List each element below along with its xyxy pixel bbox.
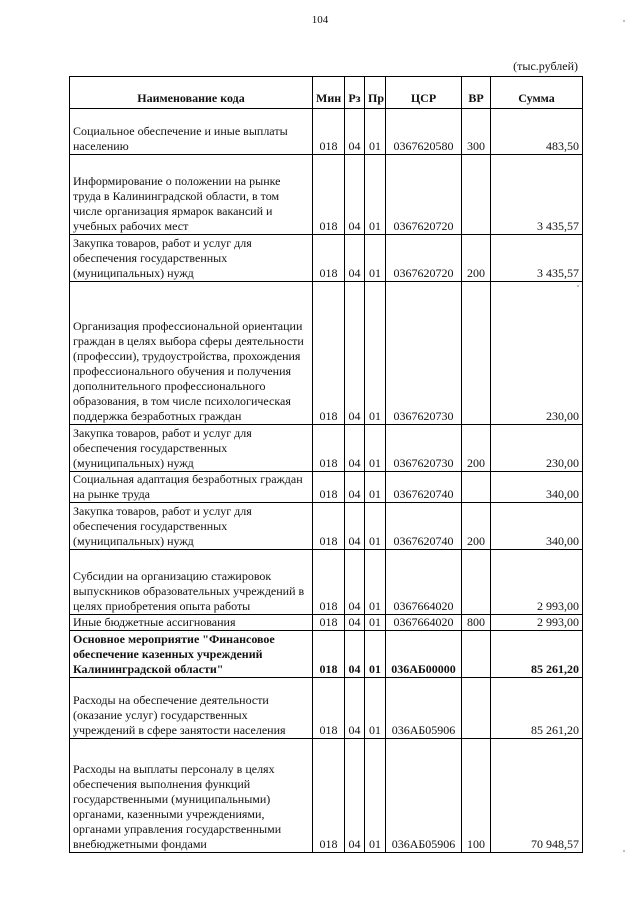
row-name: Расходы на выплаты персоналу в целях обеспечения выполнения функций государственными (муниципальными) органами, казенными учреждениями, органами управления государственными внебюджетными фондами (70, 739, 313, 853)
row-name: Закупка товаров, работ и услуг для обеспечения государственных (муниципальных) нужд (70, 503, 313, 550)
budget-table (69, 76, 583, 853)
table-row (70, 472, 583, 503)
row-section: 04 (345, 109, 365, 155)
row-ministry: 018 (313, 472, 345, 503)
row-name: Основное мероприятие "Финансовое обеспечение казенных учреждений Калининградской области" (70, 631, 313, 678)
row-target: 0367620740 (386, 472, 462, 503)
row-target: 0367620720 (386, 235, 462, 282)
row-name: Иные бюджетные ассигнования (70, 615, 313, 631)
row-subsection: 01 (365, 472, 386, 503)
row-name: Информирование о положении на рынке труда в Калининградской области, в том числе организация ярмарок вакансий и учебных рабочих мест (70, 155, 313, 235)
row-subsection: 01 (365, 550, 386, 615)
row-target: 0367664020 (386, 550, 462, 615)
row-name: Субсидии на организацию стажировок выпускников образовательных учреждений в целях приобретения опыта работы (70, 550, 313, 615)
row-expense-type (462, 550, 491, 615)
table-row (70, 282, 583, 425)
row-section: 04 (345, 631, 365, 678)
row-amount: 340,00 (491, 472, 583, 503)
row-ministry: 018 (313, 155, 345, 235)
scan-speck (623, 20, 625, 22)
row-expense-type (462, 155, 491, 235)
row-amount: 70 948,57 (491, 739, 583, 853)
page-number: 104 (311, 14, 329, 26)
header-section: Рз (345, 77, 365, 109)
row-name: Социальное обеспечение и иные выплаты населению (70, 109, 313, 155)
row-section: 04 (345, 472, 365, 503)
row-name: Закупка товаров, работ и услуг для обеспечения государственных (муниципальных) нужд (70, 425, 313, 472)
row-target: 036АБ00000 (386, 631, 462, 678)
table-row (70, 425, 583, 472)
row-expense-type: 300 (462, 109, 491, 155)
row-expense-type: 800 (462, 615, 491, 631)
row-ministry: 018 (313, 235, 345, 282)
row-section: 04 (345, 282, 365, 425)
row-ministry: 018 (313, 678, 345, 739)
row-amount: 230,00 (491, 282, 583, 425)
row-amount: 2 993,00 (491, 615, 583, 631)
row-target: 036АБ05906 (386, 678, 462, 739)
row-ministry: 018 (313, 503, 345, 550)
row-amount: 2 993,00 (491, 550, 583, 615)
table-row (70, 615, 583, 631)
row-expense-type: 200 (462, 235, 491, 282)
header-ministry: Мин (313, 77, 345, 109)
header-subsection: Пр (365, 77, 386, 109)
table-row (70, 678, 583, 739)
table-row (70, 155, 583, 235)
row-section: 04 (345, 155, 365, 235)
row-ministry: 018 (313, 631, 345, 678)
row-expense-type: 100 (462, 739, 491, 853)
table-row (70, 503, 583, 550)
row-expense-type: 200 (462, 503, 491, 550)
row-expense-type (462, 631, 491, 678)
row-ministry: 018 (313, 615, 345, 631)
row-amount: 3 435,57 (491, 235, 583, 282)
row-amount: 85 261,20 (491, 678, 583, 739)
row-name: Закупка товаров, работ и услуг для обеспечения государственных (муниципальных) нужд (70, 235, 313, 282)
scan-speck (577, 285, 579, 287)
row-name: Расходы на обеспечение деятельности (оказание услуг) государственных учреждений в сфере занятости населения (70, 678, 313, 739)
row-target: 0367664020 (386, 615, 462, 631)
table-row (70, 550, 583, 615)
row-amount: 340,00 (491, 503, 583, 550)
row-subsection: 01 (365, 678, 386, 739)
row-subsection: 01 (365, 615, 386, 631)
table-row (70, 109, 583, 155)
row-subsection: 01 (365, 631, 386, 678)
row-target: 0367620740 (386, 503, 462, 550)
row-section: 04 (345, 739, 365, 853)
row-amount: 3 435,57 (491, 155, 583, 235)
row-target: 0367620580 (386, 109, 462, 155)
row-subsection: 01 (365, 155, 386, 235)
header-amount: Сумма (491, 77, 583, 109)
table-row (70, 235, 583, 282)
row-subsection: 01 (365, 282, 386, 425)
row-expense-type: 200 (462, 425, 491, 472)
row-target: 036АБ05906 (386, 739, 462, 853)
row-ministry: 018 (313, 550, 345, 615)
row-section: 04 (345, 615, 365, 631)
row-expense-type (462, 678, 491, 739)
row-amount: 483,50 (491, 109, 583, 155)
header-expense-type: ВР (462, 77, 491, 109)
row-section: 04 (345, 503, 365, 550)
row-ministry: 018 (313, 425, 345, 472)
row-subsection: 01 (365, 739, 386, 853)
row-target: 0367620730 (386, 425, 462, 472)
row-subsection: 01 (365, 503, 386, 550)
table-row (70, 739, 583, 853)
row-name: Социальная адаптация безработных граждан на рынке труда (70, 472, 313, 503)
table-row-total (70, 631, 583, 678)
row-section: 04 (345, 678, 365, 739)
row-ministry: 018 (313, 109, 345, 155)
table-header-row (70, 77, 583, 109)
row-target: 0367620730 (386, 282, 462, 425)
row-expense-type (462, 282, 491, 425)
row-subsection: 01 (365, 235, 386, 282)
row-ministry: 018 (313, 282, 345, 425)
row-section: 04 (345, 550, 365, 615)
row-name: Организация профессиональной ориентации граждан в целях выбора сферы деятельности (профессии), трудоустройства, прохождения профессионального обучения и получения дополнительного профессионального образования, в том числе психологическая поддержка безработных граждан (70, 282, 313, 425)
row-subsection: 01 (365, 109, 386, 155)
row-target: 0367620720 (386, 155, 462, 235)
row-section: 04 (345, 235, 365, 282)
row-ministry: 018 (313, 739, 345, 853)
row-section: 04 (345, 425, 365, 472)
scan-speck (623, 850, 625, 852)
row-expense-type (462, 472, 491, 503)
units-label: (тыс.рублей) (513, 59, 578, 73)
header-target: ЦСР (386, 77, 462, 109)
row-subsection: 01 (365, 425, 386, 472)
row-amount: 85 261,20 (491, 631, 583, 678)
row-amount: 230,00 (491, 425, 583, 472)
header-name: Наименование кода (70, 77, 313, 109)
